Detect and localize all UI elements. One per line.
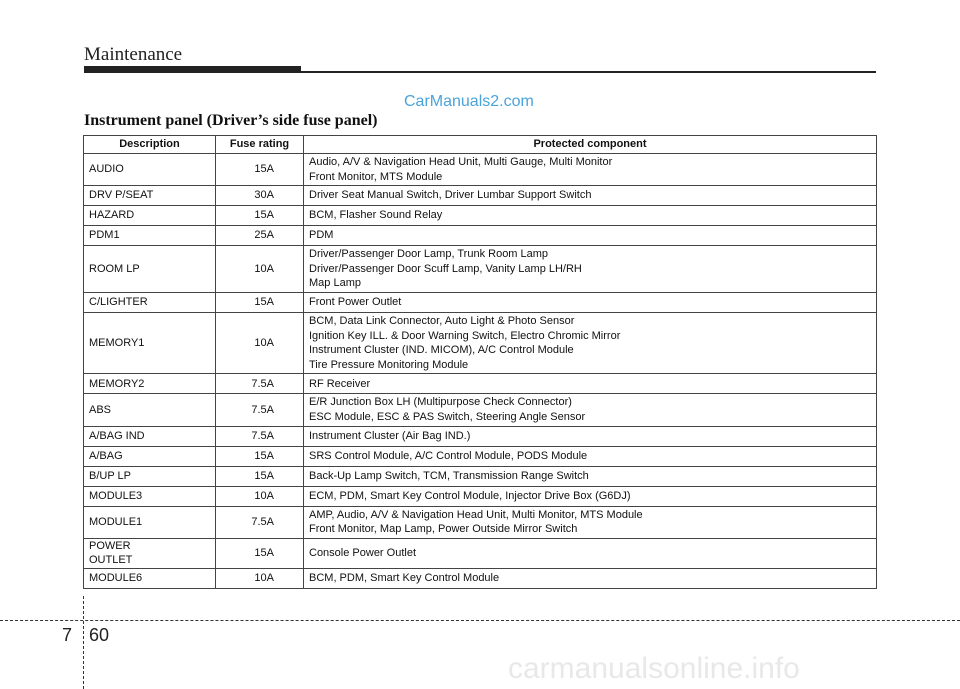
fuse-description [84,154,216,186]
fuse-rating: 10A [216,246,304,293]
fuse-rating: 15A [216,154,304,186]
section-title: Instrument panel (Driver’s side fuse panel) [84,112,378,129]
table-row [84,538,877,568]
fuse-description [84,246,216,293]
footer-watermark: carmanualsonline.info [508,652,800,685]
protected-component [304,426,877,446]
fuse-description-line: POWER [89,539,131,552]
protected-component-line: Driver/Passenger Door Lamp, Trunk Room Lamp [309,248,549,261]
table-row [84,568,877,588]
protected-component-line: Front Monitor, MTS Module [309,170,443,183]
fuse-rating: 15A [216,292,304,312]
fuse-description-line: MODULE3 [89,489,143,502]
fuse-rating: 25A [216,226,304,246]
protected-component-line: E/R Junction Box LH (Multipurpose Check Connector) [309,396,572,409]
protected-component-line: BCM, Flasher Sound Relay [309,209,443,222]
protected-component [304,186,877,206]
table-row [84,374,877,394]
protected-component-line: Audio, A/V & Navigation Head Unit, Multi Gauge, Multi Monitor [309,156,613,168]
column-header-protected-component: Protected component [304,136,877,154]
fuse-description-line: AUDIO [89,163,124,176]
fuse-description-line: MODULE6 [89,572,143,585]
fuse-description-line: B/UP LP [89,469,131,482]
chapter-number: 7 [62,625,73,645]
fuse-rating: 7.5A [216,426,304,446]
fuse-rating: 15A [216,446,304,466]
fuse-description [84,312,216,373]
protected-component-line: Map Lamp [309,277,361,290]
fuse-rating: 10A [216,312,304,373]
fuse-description [84,446,216,466]
fuse-description [84,568,216,588]
protected-component-line: SRS Control Module, A/C Control Module, PODS Module [309,449,588,462]
protected-component-line: Ignition Key ILL. & Door Warning Switch, Electro Chromic Mirror [309,329,621,342]
table-row [84,226,877,246]
fuse-description-line: A/BAG IND [89,429,145,442]
protected-component [304,206,877,226]
protected-component-line: Instrument Cluster (IND. MICOM), A/C Control Module [309,344,574,357]
table-row [84,246,877,293]
protected-component-line: Driver/Passenger Door Scuff Lamp, Vanity Lamp LH/RH [309,262,582,275]
fuse-rating: 15A [216,538,304,568]
fuse-description [84,394,216,426]
table-row [84,394,877,426]
footer-rule-horizontal [0,620,960,621]
protected-component [304,312,877,373]
fuse-table-body [84,154,877,589]
protected-component [304,154,877,186]
fuse-description-line: DRV P/SEAT [89,189,154,202]
protected-component-line: Tire Pressure Monitoring Module [309,358,469,371]
protected-component [304,226,877,246]
fuse-description-line: ABS [89,403,112,416]
fuse-rating: 30A [216,186,304,206]
protected-component [304,506,877,538]
fuse-description [84,374,216,394]
table-header-row [84,136,877,154]
fuse-description-line: ROOM LP [89,262,140,275]
fuse-description [84,506,216,538]
fuse-description-line: C/LIGHTER [89,296,148,309]
protected-component-line: ESC Module, ESC & PAS Switch, Steering Angle Sensor [309,410,586,423]
table-row [84,466,877,486]
table-row [84,426,877,446]
fuse-description-line: HAZARD [89,209,135,222]
fuse-description [84,292,216,312]
header-rule-thick [84,66,301,73]
footer-rule-vertical [83,596,84,689]
protected-component [304,374,877,394]
header-rule-thin [301,71,876,73]
fuse-description-line: OUTLET [89,554,133,567]
protected-component-line: Driver Seat Manual Switch, Driver Lumbar Support Switch [309,189,592,202]
fuse-description [84,206,216,226]
page-header-title: Maintenance [84,44,183,65]
protected-component-line: BCM, Data Link Connector, Auto Light & Photo Sensor [309,314,575,327]
fuse-description-line: A/BAG [89,449,123,462]
fuse-rating: 15A [216,206,304,226]
protected-component-line: AMP, Audio, A/V & Navigation Head Unit, Multi Monitor, MTS Module [309,508,643,521]
fuse-description [84,538,216,568]
protected-component-line: Back-Up Lamp Switch, TCM, Transmission Range Switch [309,469,589,482]
fuse-rating: 10A [216,568,304,588]
protected-component [304,486,877,506]
table-row [84,154,877,186]
fuse-description [84,186,216,206]
fuse-rating: 7.5A [216,374,304,394]
table-row [84,312,877,373]
fuse-rating: 15A [216,466,304,486]
column-header-description: Description [84,136,216,154]
column-header-fuse-rating: Fuse rating [216,136,304,154]
protected-component [304,466,877,486]
protected-component [304,292,877,312]
fuse-table [83,135,877,589]
page-number: 60 [89,625,110,645]
table-row [84,206,877,226]
fuse-rating: 7.5A [216,506,304,538]
table-row [84,292,877,312]
table-row [84,486,877,506]
protected-component-line: Instrument Cluster (Air Bag IND.) [309,429,471,442]
protected-component [304,568,877,588]
protected-component-line: RF Receiver [309,377,371,390]
fuse-description-line: MODULE1 [89,515,143,528]
protected-component [304,538,877,568]
fuse-description-line: PDM1 [89,229,120,242]
fuse-description [84,466,216,486]
fuse-rating: 10A [216,486,304,506]
protected-component [304,246,877,293]
protected-component-line: Front Power Outlet [309,296,402,309]
protected-component [304,394,877,426]
table-row [84,446,877,466]
fuse-description [84,426,216,446]
fuse-description [84,486,216,506]
protected-component-line: Console Power Outlet [309,547,416,560]
table-row [84,506,877,538]
protected-component [304,446,877,466]
table-row [84,186,877,206]
protected-component-line: PDM [309,229,334,242]
protected-component-line: BCM, PDM, Smart Key Control Module [309,572,500,585]
protected-component-line: ECM, PDM, Smart Key Control Module, Injector Drive Box (G6DJ) [309,489,631,502]
fuse-rating: 7.5A [216,394,304,426]
fuse-description [84,226,216,246]
fuse-description-line: MEMORY1 [89,336,145,349]
watermark-logo: CarManuals2.com [404,93,534,110]
fuse-description-line: MEMORY2 [89,377,145,390]
protected-component-line: Front Monitor, Map Lamp, Power Outside Mirror Switch [309,523,578,536]
